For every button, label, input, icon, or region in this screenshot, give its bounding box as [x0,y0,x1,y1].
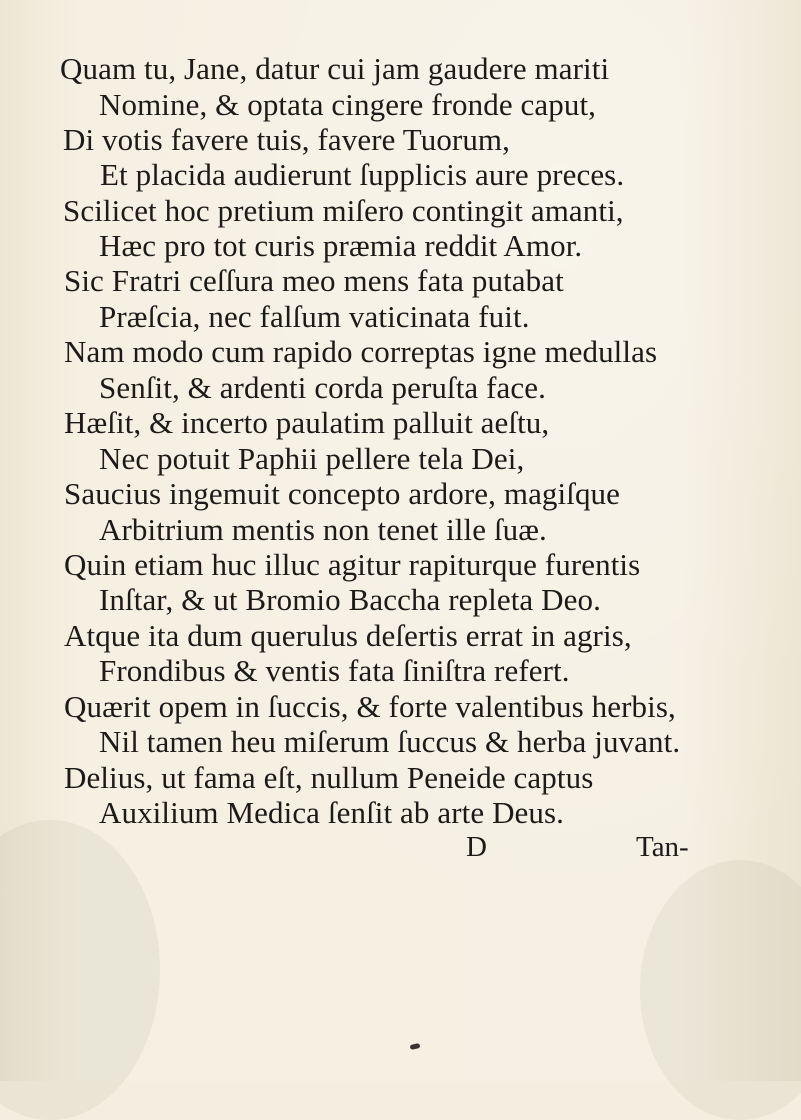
signature-mark: D [466,831,487,863]
verse-line: Inſtar, & ut Bromio Baccha repleta Deo. [99,582,601,617]
verse-line: Delius, ut fama eſt, nullum Peneide captus [64,760,594,795]
verse-line: Atque ita dum querulus deſertis errat in agris, [64,618,632,653]
verse-line: Et placida audierunt ſupplicis aure preces. [100,157,625,192]
verse-line: Sic Fratri ceſſura meo mens fata putabat [64,263,564,298]
verse-line: Arbitrium mentis non tenet ille ſuæ. [99,512,547,547]
verse-line: Di votis favere tuis, favere Tuorum, [63,122,510,157]
verse-line: Præſcia, nec falſum vaticinata fuit. [99,299,530,334]
verse-line: Hæſit, & incerto paulatim palluit aeſtu, [64,405,550,440]
catchword: Tan- [636,831,689,863]
verse-line: Auxilium Medica ſenſit ab arte Deus. [99,795,565,830]
verse-line: Nomine, & optata cingere fronde caput, [99,87,597,122]
verse-line: Frondibus & ventis fata ſiniſtra refert. [99,653,570,688]
verse-line: Quin etiam huc illuc agitur rapiturque furentis [64,547,641,582]
ink-speck [410,1043,421,1050]
verse-line: Hæc pro tot curis præmia reddit Amor. [99,228,583,263]
verse-line: Quam tu, Jane, datur cui jam gaudere mariti [60,51,610,86]
verse-line: Quærit opem in ſuccis, & forte valentibus herbis, [64,689,676,724]
verse-line: Nil tamen heu miſerum ſuccus & herba juvant. [99,724,681,759]
paper-stain [0,820,160,1120]
verse-line: Nam modo cum rapido correptas igne medullas [64,334,658,369]
verse-line: Saucius ingemuit concepto ardore, magiſque [64,476,621,511]
verse-line: Scilicet hoc pretium miſero contingit amanti, [63,193,624,228]
verse-line: Senſit, & ardenti corda peruſta face. [99,370,546,405]
verse-line: Nec potuit Paphii pellere tela Dei, [99,441,525,476]
paper-stain [640,860,801,1120]
